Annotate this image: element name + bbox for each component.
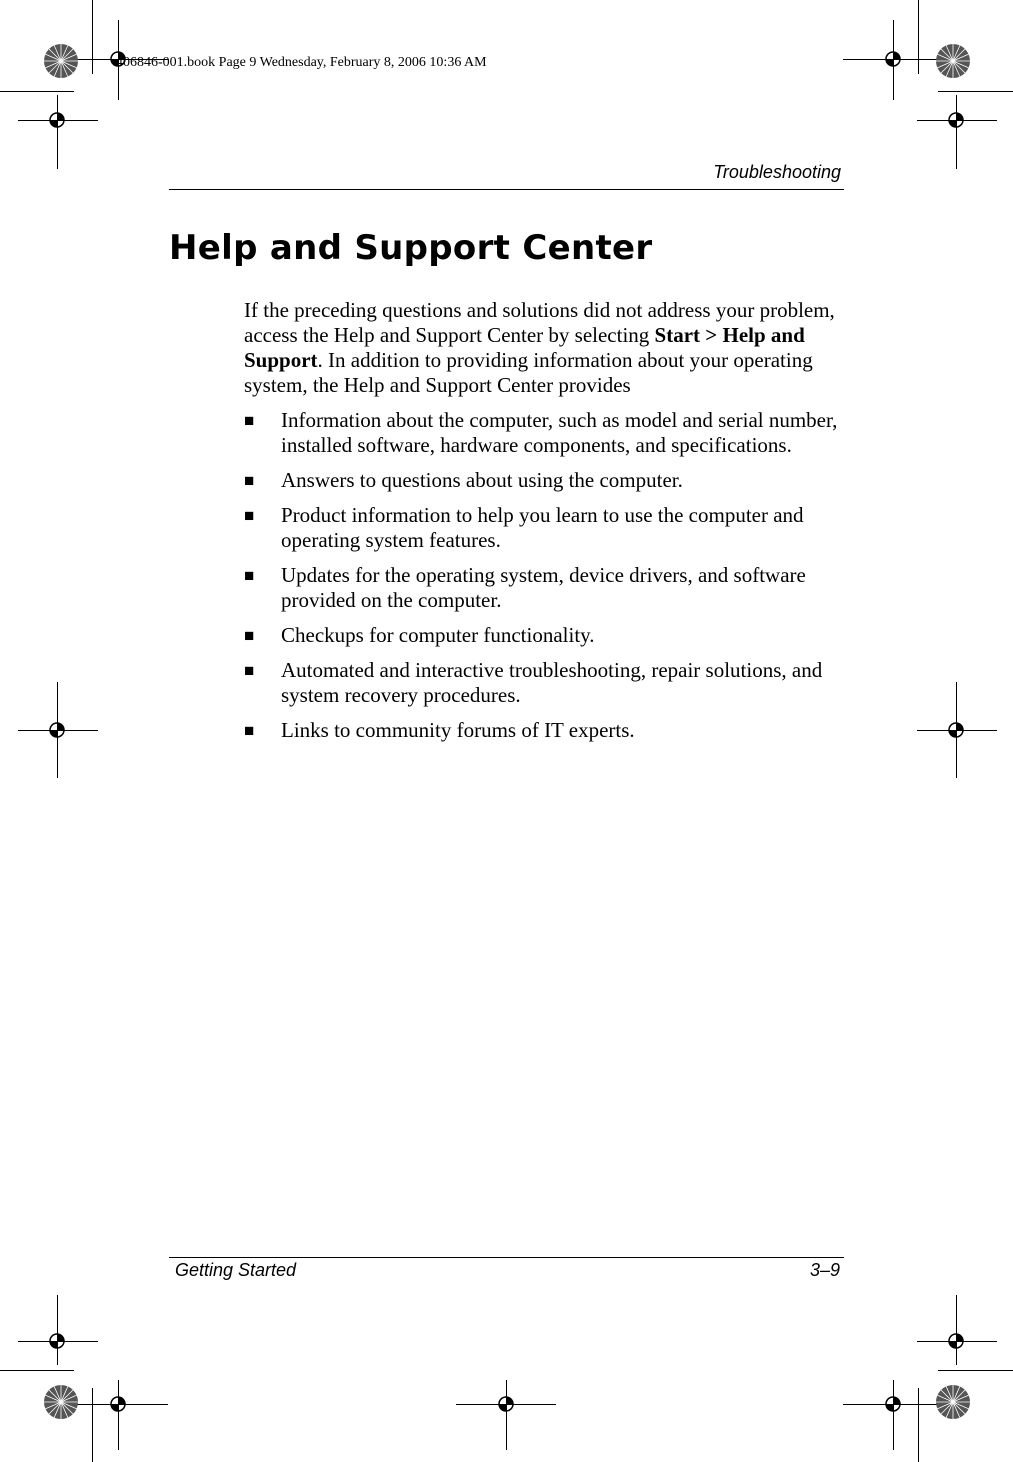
header-rule [169, 189, 844, 190]
bullet-square-icon: ■ [244, 411, 255, 430]
list-item [244, 468, 844, 493]
menu-path: Start > Help and Support [244, 323, 805, 372]
print-slug: 406846-001.book Page 9 Wednesday, February 8, 2006 10:36 AM [116, 55, 487, 70]
running-head: Troubleshooting [713, 162, 841, 182]
crop-line [0, 1370, 74, 1371]
features-list [244, 408, 844, 753]
rosette-icon [43, 43, 79, 79]
list-item [244, 503, 844, 553]
rosette-icon [43, 1384, 79, 1420]
list-item [244, 623, 844, 648]
list-item [244, 408, 844, 458]
registration-mark-icon [47, 110, 67, 130]
list-item [244, 718, 844, 743]
registration-mark-icon [946, 110, 966, 130]
crop-line [0, 91, 74, 92]
list-item-text: Links to community forums of IT experts. [281, 718, 635, 742]
crop-line [57, 95, 58, 169]
crop-line [92, 0, 93, 74]
registration-mark-icon [946, 1331, 966, 1351]
bullet-square-icon: ■ [244, 566, 255, 585]
crop-line [956, 95, 957, 169]
crop-line [893, 1380, 894, 1450]
intro-paragraph [244, 298, 844, 398]
crop-line [92, 1388, 93, 1462]
page-number: 3–9 [809, 1260, 840, 1280]
crop-line [938, 91, 1013, 92]
registration-mark-icon [47, 720, 67, 740]
intro-text-end: . In addition to providing information about your operating system, the Help and Support Center provides [244, 348, 813, 397]
list-item-text: Checkups for computer functionality. [281, 623, 595, 647]
crop-line [57, 1295, 58, 1365]
rosette-icon [935, 1384, 971, 1420]
list-item-text: Information about the computer, such as model and serial number, installed software, hardware components, and specifications. [281, 408, 838, 457]
intro-text-start: If the preceding questions and solutions did not address your problem, access the Help and Support Center by selecting [244, 298, 835, 347]
crop-line [956, 1295, 957, 1365]
registration-mark-icon [47, 1331, 67, 1351]
crop-line [918, 1388, 919, 1462]
bullet-square-icon: ■ [244, 721, 255, 740]
crop-line [118, 1380, 119, 1450]
list-item-text: Automated and interactive troubleshooting, repair solutions, and system recovery procedures. [281, 658, 823, 707]
list-item-text: Answers to questions about using the computer. [281, 468, 683, 492]
bullet-square-icon: ■ [244, 506, 255, 525]
registration-mark-icon [496, 1394, 516, 1414]
registration-mark-icon [883, 49, 903, 69]
crop-line [938, 1370, 1013, 1371]
list-item-text: Product information to help you learn to use the computer and operating system features. [281, 503, 804, 552]
crop-line [918, 0, 919, 74]
footer-rule [169, 1257, 844, 1258]
footer-book-title: Getting Started [175, 1260, 297, 1280]
rosette-icon [935, 43, 971, 79]
registration-mark-icon [946, 720, 966, 740]
crop-line [506, 1380, 507, 1450]
list-item-text: Updates for the operating system, device drivers, and software provided on the computer. [281, 563, 806, 612]
bullet-square-icon: ■ [244, 626, 255, 645]
registration-mark-icon [108, 1394, 128, 1414]
section-title: Help and Support Center [169, 228, 653, 268]
bullet-square-icon: ■ [244, 661, 255, 680]
registration-mark-icon [883, 1394, 903, 1414]
bullet-square-icon: ■ [244, 471, 255, 490]
list-item [244, 658, 844, 708]
list-item [244, 563, 844, 613]
